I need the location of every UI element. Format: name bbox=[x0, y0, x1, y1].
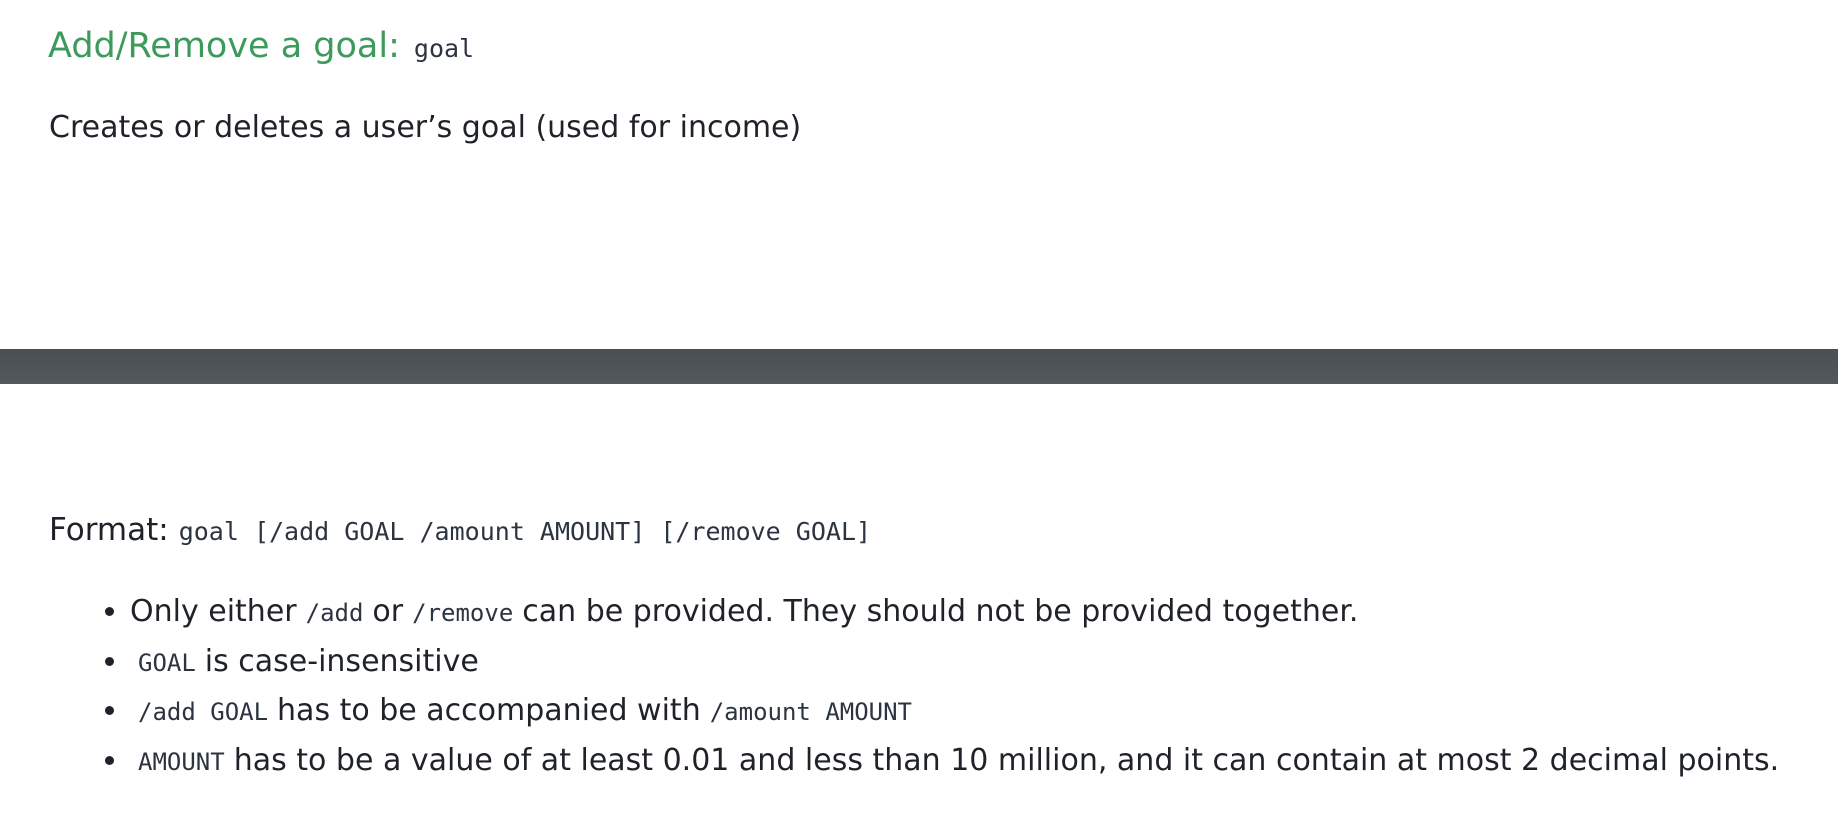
section-heading bbox=[48, 22, 474, 73]
section-title: Add/Remove a goal: bbox=[48, 26, 400, 66]
note-code: /add GOAL bbox=[138, 698, 269, 727]
divider-bar bbox=[0, 349, 1838, 384]
note-code: /amount AMOUNT bbox=[709, 698, 913, 727]
format-notes-list bbox=[80, 588, 1779, 787]
section-description: Creates or deletes a user’s goal (used for income) bbox=[49, 110, 802, 145]
list-item bbox=[130, 638, 1779, 688]
note-text: Only either bbox=[130, 594, 297, 629]
note-code: AMOUNT bbox=[138, 748, 225, 777]
note-code: /remove bbox=[412, 599, 514, 627]
list-item bbox=[130, 737, 1779, 787]
format-line bbox=[49, 508, 871, 554]
command-code: goal bbox=[413, 34, 475, 63]
note-code: /add bbox=[305, 599, 364, 627]
format-syntax-code: goal [/add GOAL /amount AMOUNT] [/remove GOAL] bbox=[178, 517, 872, 546]
note-code: GOAL bbox=[138, 648, 196, 677]
note-text: is case-insensitive bbox=[204, 643, 479, 679]
format-label: Format: bbox=[49, 512, 169, 548]
list-item bbox=[130, 687, 1779, 737]
note-text: has to be accompanied with bbox=[277, 693, 701, 729]
list-item bbox=[130, 588, 1779, 638]
note-text: or bbox=[372, 594, 404, 629]
note-text: can be provided. They should not be provided together. bbox=[522, 594, 1359, 629]
note-text: has to be a value of at least 0.01 and less than 10 million, and it can contain at most 2 decimal points. bbox=[233, 743, 1780, 779]
